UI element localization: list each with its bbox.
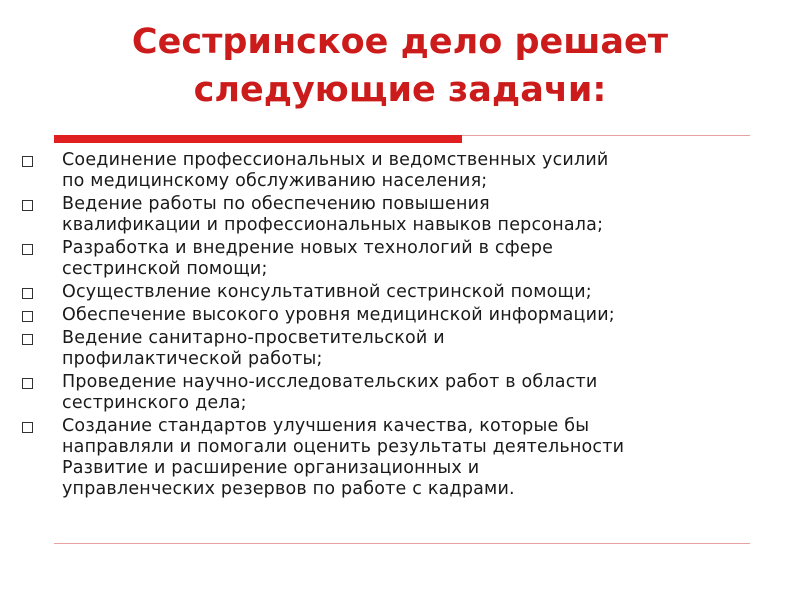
slide-title bbox=[0, 18, 800, 114]
hollow-square-bullet-icon bbox=[22, 288, 33, 299]
slide-title-line-1: Сестринское дело решает bbox=[131, 22, 669, 62]
list-item-line: сестринского дела; bbox=[62, 393, 247, 413]
list-item-line: Создание стандартов улучшения качества, которые бы bbox=[62, 416, 590, 436]
list-item-text bbox=[62, 416, 782, 500]
list-item bbox=[22, 282, 782, 303]
list-item-line: Обеспечение высокого уровня медицинской информации; bbox=[62, 305, 615, 325]
list-item-line: квалификации и профессиональных навыков персонала; bbox=[62, 215, 604, 235]
list-item bbox=[22, 328, 782, 370]
list-item-line: Разработка и внедрение новых технологий в сфере bbox=[62, 238, 554, 258]
list-item bbox=[22, 194, 782, 236]
list-item-text bbox=[62, 282, 782, 303]
list-item bbox=[22, 416, 782, 500]
list-item-line: профилактической работы; bbox=[62, 349, 323, 369]
slide-title-line-2: следующие задачи: bbox=[193, 70, 607, 110]
list-item-text bbox=[62, 305, 782, 326]
list-item-line: Осуществление консультативной сестринской помощи; bbox=[62, 282, 592, 302]
hollow-square-bullet-icon bbox=[22, 311, 33, 322]
list-item bbox=[22, 150, 782, 192]
list-item-line: сестринской помощи; bbox=[62, 259, 268, 279]
list-item bbox=[22, 372, 782, 414]
list-item-text bbox=[62, 238, 782, 280]
list-item-line: Развитие и расширение организационных и bbox=[62, 458, 480, 478]
accent-rule bbox=[54, 135, 462, 143]
hollow-square-bullet-icon bbox=[22, 200, 33, 211]
list-item-line: Проведение научно-исследовательских работ в области bbox=[62, 372, 598, 392]
list-item bbox=[22, 305, 782, 326]
hollow-square-bullet-icon bbox=[22, 244, 33, 255]
hollow-square-bullet-icon bbox=[22, 156, 33, 167]
list-item-line: направляли и помогали оценить результаты деятельности bbox=[62, 437, 625, 457]
list-item-line: по медицинскому обслуживанию населения; bbox=[62, 171, 488, 191]
task-list bbox=[22, 150, 782, 502]
hollow-square-bullet-icon bbox=[22, 378, 33, 389]
thin-rule-bottom bbox=[54, 543, 750, 544]
list-item-line: Соединение профессиональных и ведомственных усилий bbox=[62, 150, 609, 170]
thin-rule-top bbox=[462, 135, 750, 136]
list-item bbox=[22, 238, 782, 280]
list-item-text bbox=[62, 150, 782, 192]
hollow-square-bullet-icon bbox=[22, 334, 33, 345]
list-item-line: Ведение работы по обеспечению повышения bbox=[62, 194, 490, 214]
list-item-line: Ведение санитарно-просветительской и bbox=[62, 328, 445, 348]
list-item-text bbox=[62, 372, 782, 414]
list-item-text bbox=[62, 328, 782, 370]
list-item-text bbox=[62, 194, 782, 236]
list-item-line: управленческих резервов по работе с кадрами. bbox=[62, 479, 515, 499]
hollow-square-bullet-icon bbox=[22, 422, 33, 433]
